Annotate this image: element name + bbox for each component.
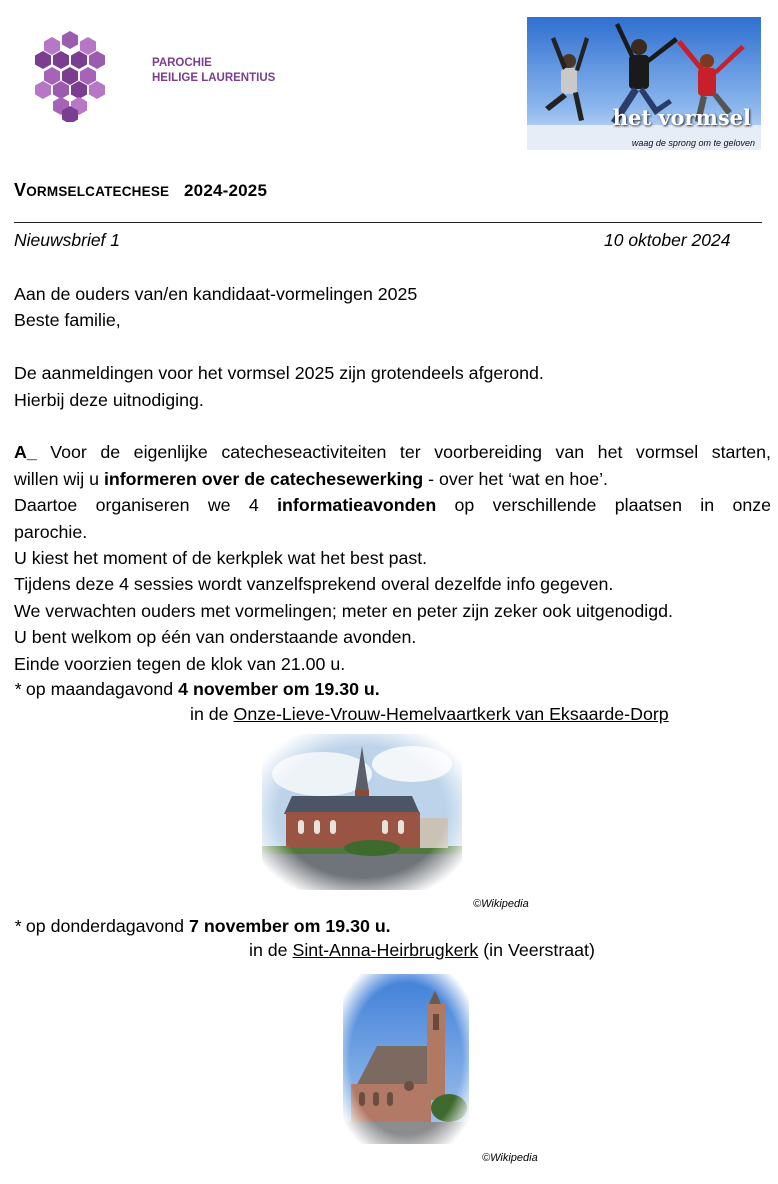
document-title: [14, 180, 267, 201]
session-2-when: * op donderdagavond 7 november om 19.30 u.: [14, 916, 391, 936]
section-a-line-9: Einde voorzien tegen de klok van 21.00 u.: [14, 653, 346, 674]
vormsel-hero-image: [527, 17, 761, 150]
hero-title: het vormsel: [612, 105, 751, 130]
session-1-when: * op maandagavond 4 november om 19.30 u.: [14, 679, 380, 700]
title-divider: [14, 222, 762, 223]
letter-body: [14, 281, 771, 727]
session-2-location: in de Sint-Anna-Heirbrugkerk (in Veerstraat): [249, 940, 595, 960]
section-a-line-8: U bent welkom op één van onderstaande avonden.: [14, 627, 417, 648]
church-2-image: [343, 974, 469, 1144]
parish-logo-icon: [30, 30, 110, 122]
section-a-line-1: A_ Voor de eigenlijke catecheseactiviteiten ter voorbereiding van het vormsel starten,: [14, 442, 771, 463]
session-1-location: in de Onze-Lieve-Vrouw-Hemelvaartkerk van Eksaarde-Dorp: [190, 704, 669, 725]
title-rest: ORMSELCATECHESE: [26, 184, 170, 199]
church-2-credit: ©Wikipedia: [482, 1152, 538, 1164]
section-a-line-2: willen wij u informeren over de catechesewerking - over het ‘wat en hoe’.: [14, 468, 608, 489]
intro-line-2: Hierbij deze uitnodiging.: [14, 389, 204, 410]
hero-tagline: waag de sprong om te geloven: [631, 138, 755, 148]
section-a-marker: A_: [14, 442, 37, 463]
parish-name-line1: PAROCHIE: [152, 57, 212, 69]
address-line: Aan de ouders van/en kandidaat-vormelingen 2025: [14, 284, 418, 304]
section-a-line-4: parochie.: [14, 521, 88, 542]
church-1-icon: [262, 734, 462, 890]
session-1-church-link[interactable]: Onze-Lieve-Vrouw-Hemelvaartkerk van Eksaarde-Dorp: [233, 704, 669, 725]
session-2-church-link[interactable]: Sint-Anna-Heirbrugkerk: [292, 940, 479, 960]
jumping-people-icon: [527, 17, 761, 150]
intro-line-1: De aanmeldingen voor het vormsel 2025 zijn grotendeels afgerond.: [14, 363, 544, 384]
church-2-icon: [343, 974, 469, 1144]
title-year: 2024-2025: [184, 181, 268, 200]
church-1-credit: ©Wikipedia: [473, 898, 529, 910]
newsletter-date: 10 oktober 2024: [604, 230, 731, 250]
section-a-line-5: U kiest het moment of de kerkplek wat het best past.: [14, 548, 428, 569]
title-first-letter: V: [14, 180, 27, 200]
church-1-image: [262, 734, 462, 890]
parish-name: [152, 56, 275, 86]
section-a-line-3: Daartoe organiseren we 4 informatieavonden op verschillende plaatsen in onze: [14, 495, 772, 516]
section-a-line-7: We verwachten ouders met vormelingen; meter en peter zijn zeker ook uitgenodigd.: [14, 600, 673, 621]
greeting-line: Beste familie,: [14, 310, 121, 331]
section-a-line-6: Tijdens deze 4 sessies wordt vanzelfsprekend overal dezelfde info gegeven.: [14, 574, 614, 595]
newsletter-label: Nieuwsbrief 1: [14, 230, 121, 250]
parish-name-line2: HEILIGE LAURENTIUS: [152, 72, 276, 84]
